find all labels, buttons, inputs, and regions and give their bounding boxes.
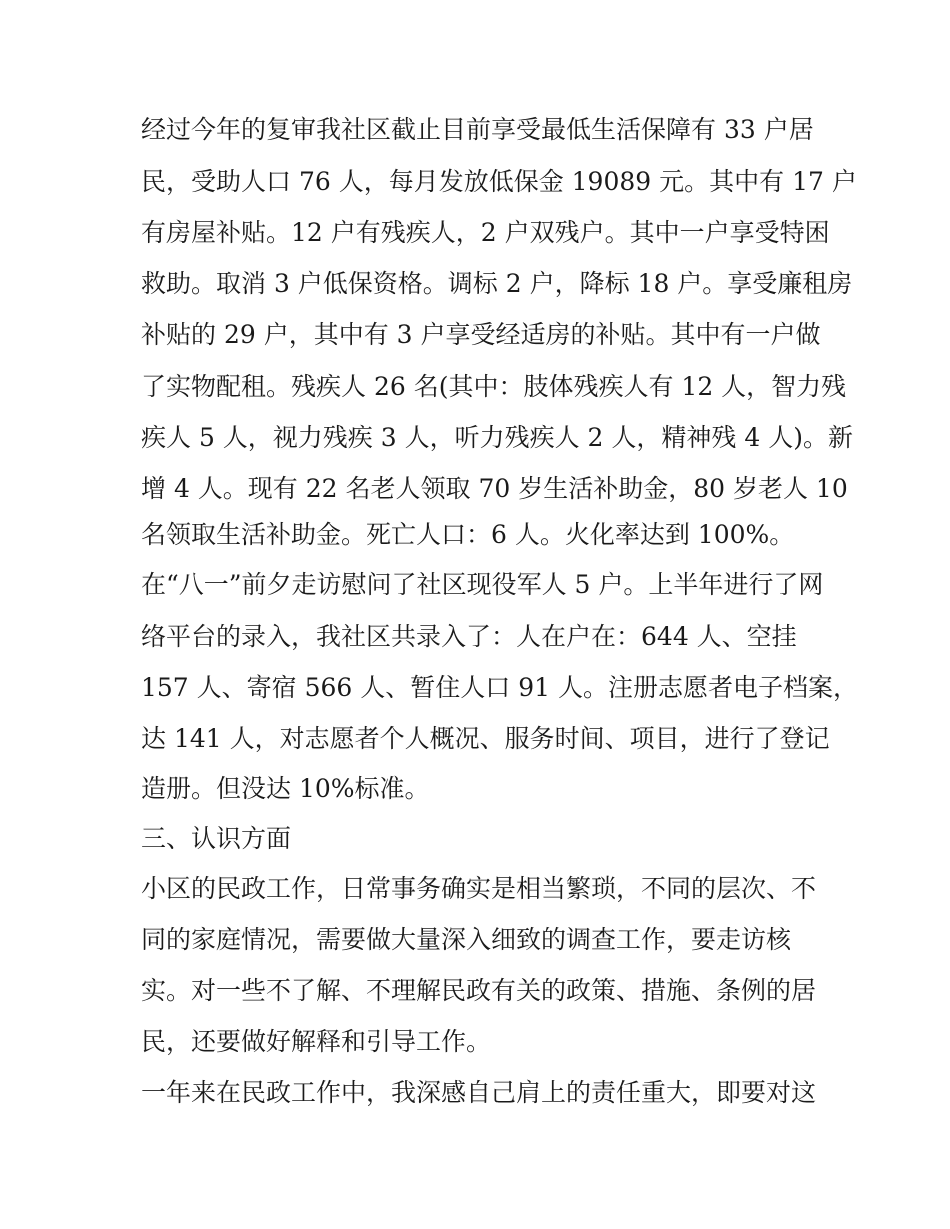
section-heading: 三、认识方面 [141,824,292,853]
text-line-9: 名领取生活补助金。死亡人口：6 人。火化率达到 100%。 [141,520,795,549]
text-line-1: 经过今年的复审我社区截止目前享受最低生活保障有 33 户居 [141,115,814,144]
text-line-10: 在“八一”前夕走访慰问了社区现役军人 5 户。上半年进行了网 [141,570,824,599]
text-line-16: 小区的民政工作，日常事务确实是相当繁琐，不同的层次、不 [141,874,817,903]
text-line-13: 达 141 人，对志愿者个人概况、服务时间、项目，进行了登记 [141,724,830,753]
text-line-19: 民，还要做好解释和引导工作。 [141,1027,492,1056]
text-line-12: 157 人、寄宿 566 人、暂住人口 91 人。注册志愿者电子档案， [141,673,858,702]
text-line-7: 疾人 5 人，视力残疾 3 人，听力残疾人 2 人，精神残 4 人)。新 [141,423,853,452]
text-line-2: 民，受助人口 76 人，每月发放低保金 19089 元。其中有 17 户 [141,167,857,196]
text-line-18: 实。对一些不了解、不理解民政有关的政策、措施、条例的居 [141,976,817,1005]
text-line-8: 增 4 人。现有 22 名老人领取 70 岁生活补助金，80 岁老人 10 [141,474,848,503]
text-line-4: 救助。取消 3 户低保资格。调标 2 户，降标 18 户。享受廉租房 [141,269,853,298]
text-line-3: 有房屋补贴。12 户有残疾人，2 户双残户。其中一户享受特困 [141,218,830,247]
text-line-17: 同的家庭情况，需要做大量深入细致的调查工作，要走访核 [141,925,792,954]
text-line-6: 了实物配租。残疾人 26 名(其中：肢体残疾人有 12 人，智力残 [141,372,847,401]
text-line-5: 补贴的 29 户，其中有 3 户享受经适房的补贴。其中有一户做 [141,320,821,349]
text-line-20: 一年来在民政工作中，我深感自己肩上的责任重大，即要对这 [141,1078,817,1107]
text-line-14: 造册。但没达 10%标准。 [141,774,430,803]
text-line-11: 络平台的录入，我社区共录入了：人在户在：644 人、空挂 [141,622,797,651]
